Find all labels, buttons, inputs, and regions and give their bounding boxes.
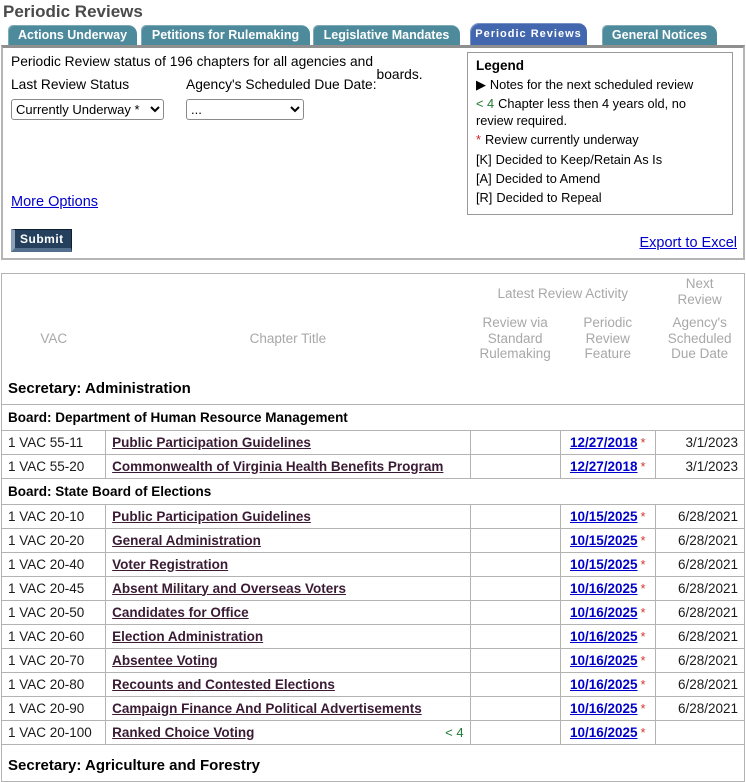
amend-symbol: [A] — [476, 170, 492, 186]
legend-item-text: Decided to Keep/Retain As Is — [495, 151, 663, 167]
export-to-excel-link[interactable]: Export to Excel — [639, 235, 737, 251]
table-row — [2, 624, 745, 648]
chapter-title-cell — [106, 624, 470, 648]
last-review-status-label: Last Review Status — [11, 77, 130, 92]
under-4-years-symbol: < 4 — [476, 96, 495, 112]
chapter-title-cell — [106, 672, 470, 696]
chapter-title-cell — [106, 552, 470, 576]
chapter-title-link[interactable]: General Administration — [112, 532, 261, 548]
vac-cell: 1 VAC 20-60 — [2, 624, 106, 648]
periodic-review-date-link[interactable]: 10/16/2025 — [569, 580, 638, 596]
scheduled-due-date-filter — [186, 67, 423, 120]
tab-legislative-mandates[interactable]: Legislative Mandates — [313, 25, 460, 45]
periodic-review-date-link[interactable]: 12/27/2018 — [569, 434, 638, 450]
legend-item-text: Review currently underway — [484, 132, 639, 148]
due-date-cell: 6/28/2021 — [655, 624, 744, 648]
due-date-cell: 6/28/2021 — [655, 552, 744, 576]
vac-cell: 1 VAC 20-90 — [2, 696, 106, 720]
header-spacer — [2, 274, 106, 310]
table-row — [2, 672, 745, 696]
board-row — [2, 478, 745, 504]
due-date-cell: 6/28/2021 — [655, 600, 744, 624]
underway-asterisk: * — [640, 700, 646, 716]
chapter-title-cell — [106, 696, 470, 720]
chapter-title-link[interactable]: Absentee Voting — [112, 652, 218, 668]
secretary-header-label: Secretary: Agriculture and Forestry — [2, 744, 745, 781]
due-date-cell: 6/28/2021 — [655, 648, 744, 672]
page-title: Periodic Reviews — [3, 2, 143, 21]
periodic-review-date-link[interactable]: 10/15/2025 — [569, 508, 638, 524]
underway-asterisk: * — [640, 434, 646, 450]
periodic-review-date-cell — [560, 430, 655, 454]
vac-cell: 1 VAC 20-45 — [2, 576, 106, 600]
secretary-row — [2, 744, 745, 781]
periodic-review-date-cell — [560, 696, 655, 720]
due-date-cell: 6/28/2021 — [655, 576, 744, 600]
standard-rulemaking-cell — [470, 624, 560, 648]
chapter-title-cell — [106, 720, 470, 744]
periodic-review-date-link[interactable]: 10/16/2025 — [569, 628, 638, 644]
legend-item-repeal — [476, 190, 724, 206]
periodic-review-date-cell — [560, 552, 655, 576]
periodic-review-date-cell — [560, 720, 655, 744]
table-row — [2, 696, 745, 720]
standard-rulemaking-cell — [470, 720, 560, 744]
chapter-title-link[interactable]: Public Participation Guidelines — [112, 434, 311, 450]
tab-petitions-for-rulemaking[interactable]: Petitions for Rulemaking — [141, 25, 310, 45]
under-4-years-note: < 4 — [445, 724, 464, 740]
periodic-review-date-cell — [560, 576, 655, 600]
underway-asterisk: * — [640, 580, 646, 596]
table-row — [2, 430, 745, 454]
standard-rulemaking-cell — [470, 600, 560, 624]
scheduled-due-date-select[interactable] — [186, 99, 304, 120]
standard-rulemaking-cell — [470, 528, 560, 552]
header-review-via-standard-rulemaking: Review via Standard Rulemaking — [479, 314, 551, 362]
periodic-review-date-cell — [560, 528, 655, 552]
table-row — [2, 720, 745, 744]
due-date-cell: 3/1/2023 — [655, 454, 744, 478]
standard-rulemaking-cell — [470, 504, 560, 528]
chapter-title-cell — [106, 454, 470, 478]
legend-item-text: Decided to Repeal — [496, 190, 602, 206]
status-summary-text: Periodic Review status of 196 chapters for all agencies and — [11, 54, 373, 69]
due-date-cell — [655, 720, 744, 744]
periodic-review-date-cell — [560, 672, 655, 696]
chapter-title-cell — [106, 430, 470, 454]
vac-cell: 1 VAC 55-20 — [2, 454, 106, 478]
periodic-review-date-link[interactable]: 10/16/2025 — [569, 652, 638, 668]
underway-asterisk: * — [640, 604, 646, 620]
standard-rulemaking-cell — [470, 648, 560, 672]
due-date-cell: 6/28/2021 — [655, 528, 744, 552]
table-row — [2, 454, 745, 478]
legend-box — [467, 52, 733, 215]
periodic-review-table — [1, 273, 745, 782]
vac-cell: 1 VAC 20-10 — [2, 504, 106, 528]
review-table-body — [2, 368, 745, 782]
vac-cell: 1 VAC 20-100 — [2, 720, 106, 744]
legend-item-amend — [476, 171, 724, 187]
periodic-review-date-link[interactable]: 10/15/2025 — [569, 556, 638, 572]
legend-item-text: Notes for the next scheduled review — [489, 77, 694, 92]
underway-asterisk: * — [640, 532, 646, 548]
table-row — [2, 576, 745, 600]
vac-cell: 1 VAC 20-40 — [2, 552, 106, 576]
underway-asterisk: * — [640, 628, 646, 644]
periodic-review-date-link[interactable]: 10/16/2025 — [569, 724, 638, 740]
standard-rulemaking-cell — [470, 696, 560, 720]
legend-item-text: Chapter less then 4 years old, no review required. — [476, 96, 686, 128]
periodic-review-date-cell — [560, 454, 655, 478]
repeal-symbol: [R] — [476, 190, 493, 206]
header-next-review: Next Review — [677, 275, 722, 307]
last-review-status-select[interactable] — [11, 99, 164, 120]
submit-button[interactable]: Submit — [11, 229, 72, 252]
table-row — [2, 528, 745, 552]
standard-rulemaking-cell — [470, 454, 560, 478]
table-row — [2, 600, 745, 624]
header-chapter-title: Chapter Title — [249, 330, 327, 346]
header-vac: VAC — [40, 330, 68, 346]
secretary-row — [2, 368, 745, 405]
periodic-review-date-link[interactable]: 10/16/2025 — [569, 700, 638, 716]
underway-asterisk: * — [640, 676, 646, 692]
standard-rulemaking-cell — [470, 672, 560, 696]
board-row — [2, 404, 745, 430]
chapter-title-link[interactable]: Ranked Choice Voting — [112, 724, 255, 740]
standard-rulemaking-cell — [470, 552, 560, 576]
header-agencys-scheduled-due-date: Agency's Scheduled Due Date — [667, 314, 732, 362]
standard-rulemaking-cell — [470, 576, 560, 600]
tab-general-notices[interactable]: General Notices — [602, 25, 717, 45]
legend-item-underway — [476, 132, 724, 148]
periodic-review-date-cell — [560, 504, 655, 528]
legend-item-text: Decided to Amend — [495, 170, 601, 186]
legend-title: Legend — [476, 58, 525, 73]
next-review-note-icon: ▶ — [476, 77, 486, 92]
due-date-cell: 6/28/2021 — [655, 696, 744, 720]
vac-cell: 1 VAC 20-80 — [2, 672, 106, 696]
chapter-title-link[interactable]: Candidates for Office — [112, 604, 249, 620]
last-review-status-filter — [11, 76, 164, 120]
underway-asterisk: * — [640, 458, 646, 474]
chapter-title-link[interactable]: Absent Military and Overseas Voters — [112, 580, 346, 596]
periodic-review-date-link[interactable]: 10/15/2025 — [569, 532, 638, 548]
underway-asterisk: * — [640, 724, 646, 740]
table-row — [2, 504, 745, 528]
filter-panel — [1, 45, 745, 260]
chapter-title-cell — [106, 528, 470, 552]
secretary-header-label: Secretary: Administration — [2, 368, 745, 405]
chapter-title-link[interactable]: Voter Registration — [112, 556, 229, 572]
chapter-title-cell — [106, 648, 470, 672]
periodic-review-date-cell — [560, 648, 655, 672]
due-date-cell: 6/28/2021 — [655, 672, 744, 696]
header-latest-review-activity: Latest Review Activity — [497, 285, 628, 301]
legend-item-notes — [476, 77, 724, 93]
vac-cell: 1 VAC 20-50 — [2, 600, 106, 624]
standard-rulemaking-cell — [470, 430, 560, 454]
more-options-link[interactable]: More Options — [11, 194, 99, 210]
board-header-label: Board: State Board of Elections — [2, 478, 745, 504]
chapter-title-cell — [106, 576, 470, 600]
underway-asterisk: * — [640, 652, 646, 668]
due-date-cell: 6/28/2021 — [655, 504, 744, 528]
chapter-title-link[interactable]: Election Administration — [112, 628, 264, 644]
due-date-cell: 3/1/2023 — [655, 430, 744, 454]
chapter-title-link[interactable]: Recounts and Contested Elections — [112, 676, 335, 692]
legend-item-keep — [476, 152, 724, 168]
header-spacer — [106, 274, 470, 310]
chapter-title-link[interactable]: Commonwealth of Virginia Health Benefits Program — [112, 458, 444, 474]
tab-periodic-reviews[interactable]: Periodic Reviews — [470, 23, 587, 45]
chapter-title-link[interactable]: Public Participation Guidelines — [112, 508, 311, 524]
chapter-title-link[interactable]: Campaign Finance And Political Advertisements — [112, 700, 422, 716]
table-row — [2, 552, 745, 576]
periodic-review-date-link[interactable]: 10/16/2025 — [569, 676, 638, 692]
board-header-label: Board: Department of Human Resource Management — [2, 404, 745, 430]
tab-bar — [0, 23, 746, 45]
periodic-review-date-link[interactable]: 10/16/2025 — [569, 604, 638, 620]
chapter-title-cell — [106, 504, 470, 528]
chapter-title-cell — [106, 600, 470, 624]
table-row — [2, 648, 745, 672]
header-periodic-review-feature: Periodic Review Feature — [583, 314, 633, 362]
periodic-review-date-cell — [560, 624, 655, 648]
underway-asterisk: * — [640, 556, 646, 572]
vac-cell: 1 VAC 55-11 — [2, 430, 106, 454]
underway-asterisk-symbol: * — [476, 132, 481, 148]
vac-cell: 1 VAC 20-70 — [2, 648, 106, 672]
tab-actions-underway[interactable]: Actions Underway — [8, 25, 137, 45]
periodic-review-date-link[interactable]: 12/27/2018 — [569, 458, 638, 474]
vac-cell: 1 VAC 20-20 — [2, 528, 106, 552]
underway-asterisk: * — [640, 508, 646, 524]
keep-symbol: [K] — [476, 151, 492, 167]
legend-item-under-4-years — [476, 96, 724, 129]
periodic-review-date-cell — [560, 600, 655, 624]
scheduled-due-date-label: Agency's Scheduled Due Date: — [186, 77, 377, 92]
status-summary-wrap-text: boards. — [376, 67, 423, 82]
